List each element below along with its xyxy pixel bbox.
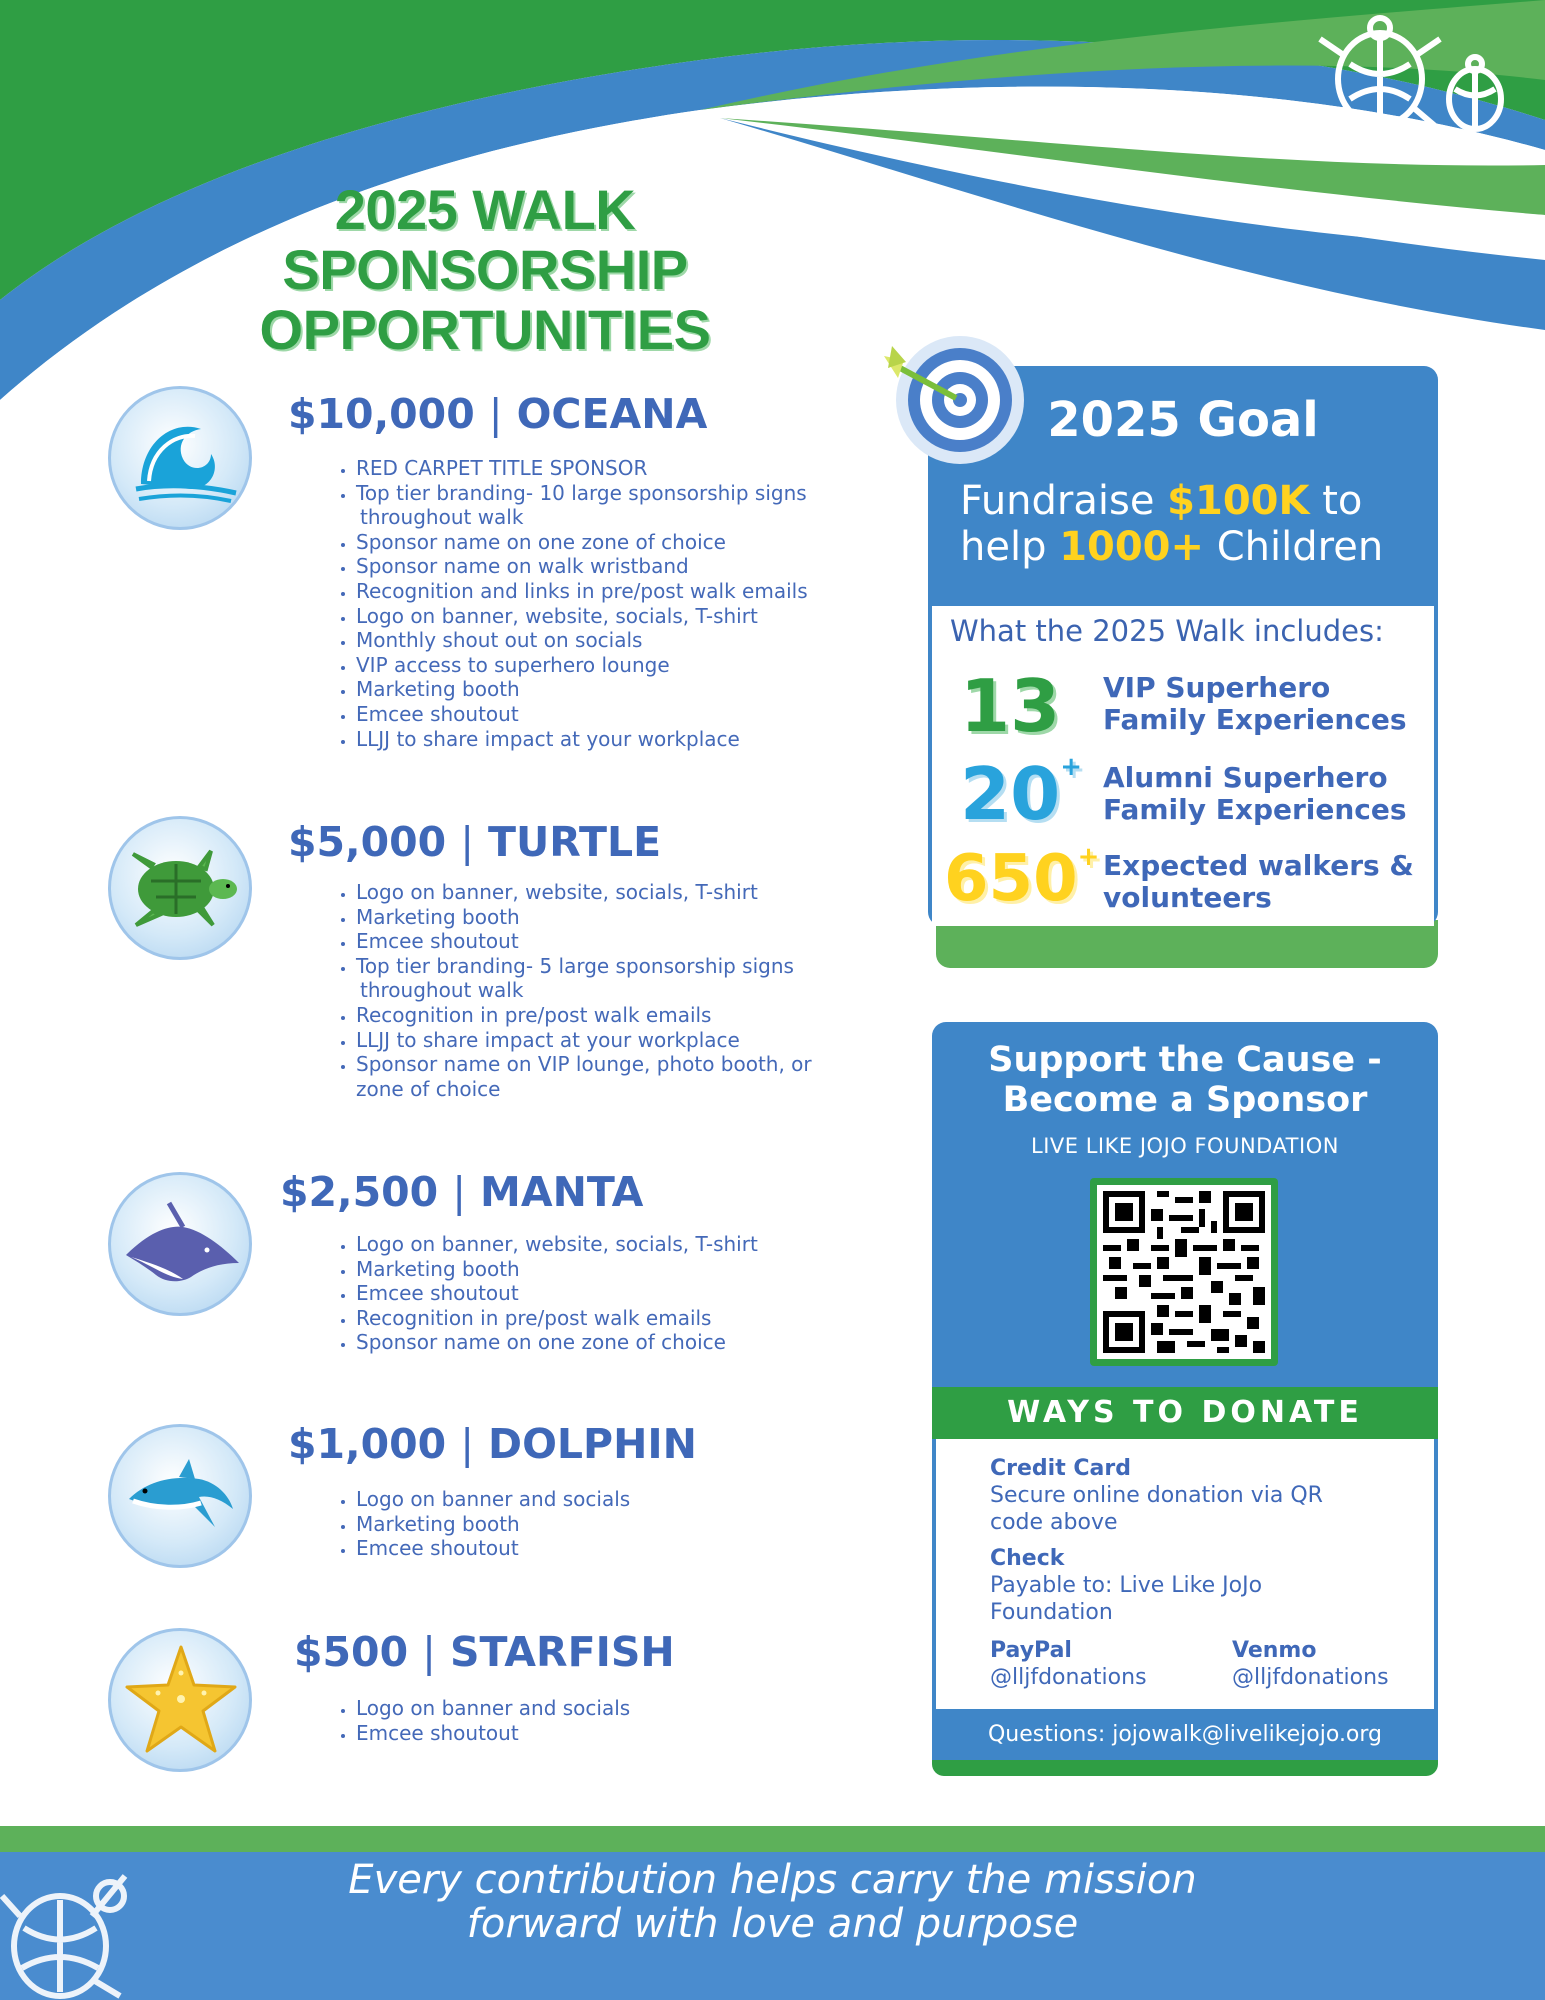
dolphin-tier-badge: [108, 1424, 252, 1568]
list-item: • Logo on banner and socials: [356, 1487, 876, 1512]
venmo-handle[interactable]: @lljfdonations: [1232, 1665, 1389, 1690]
tier-heading-starfish: $500 | STARFISH: [294, 1628, 675, 1676]
stat-number-alumni: 20+: [960, 752, 1082, 836]
support-title: Support the Cause - Become a Sponsor: [988, 1040, 1382, 1120]
list-item: • VIP access to superhero lounge: [356, 653, 876, 678]
tier-heading-oceana: $10,000 | OCEANA: [288, 390, 708, 438]
starfish-tier-badge: [108, 1628, 252, 1772]
list-item: • Sponsor name on VIP lounge, photo booth, or: [356, 1052, 876, 1077]
list-item: • Sponsor name on one zone of choice: [356, 530, 876, 555]
list-item: • Marketing booth: [356, 905, 876, 930]
tier-heading-manta: $2,500 | MANTA: [280, 1168, 644, 1216]
stat-number-vip: 13: [960, 664, 1061, 748]
stat-number-walkers: 650+: [944, 842, 1100, 916]
manta-tier-badge: [108, 1172, 252, 1316]
goal-subtitle: Fundraise $100K to help 1000+ Children: [960, 478, 1384, 570]
stat-label-vip: VIP Superhero Family Experiences: [1103, 671, 1407, 736]
manta-ray-icon: [111, 1175, 251, 1315]
list-item: • Logo on banner, website, socials, T-shirt: [356, 880, 876, 905]
credit-card-label: Credit Card: [990, 1456, 1131, 1481]
turtle-benefits-list: [326, 880, 876, 1101]
list-item: • Emcee shoutout: [356, 1281, 876, 1306]
venmo-label: Venmo: [1232, 1638, 1317, 1663]
ways-to-donate-header: WAYS TO DONATE: [932, 1387, 1438, 1439]
credit-card-text: Secure online donation via QR code above: [990, 1483, 1323, 1535]
goal-box-shadow: [936, 920, 1438, 968]
title-line-3: OPPORTUNITIES: [259, 298, 711, 361]
list-item: • Emcee shoutout: [356, 1721, 876, 1746]
list-item: • LLJJ to share impact at your workplace: [356, 727, 876, 752]
dolphin-icon: [111, 1427, 251, 1567]
list-item: • Emcee shoutout: [356, 702, 876, 727]
dolphin-benefits-list: [326, 1487, 876, 1561]
turtle-tier-badge: [108, 816, 252, 960]
oceana-tier-badge: [108, 386, 252, 530]
title-line-1: 2025 WALK: [334, 178, 636, 241]
list-item: zone of choice: [356, 1076, 501, 1101]
donation-qr-code[interactable]: [1097, 1185, 1271, 1359]
list-item: • Emcee shoutout: [356, 929, 876, 954]
list-item: • Recognition in pre/post walk emails: [356, 1003, 876, 1028]
tier-heading-dolphin: $1,000 | DOLPHIN: [288, 1420, 697, 1468]
check-label: Check: [990, 1546, 1065, 1571]
list-item: • Marketing booth: [356, 1257, 876, 1282]
stat-label-alumni: Alumni Superhero Family Experiences: [1103, 761, 1407, 826]
list-item: • Logo on banner, website, socials, T-shirt: [356, 1232, 876, 1257]
list-item: • Marketing booth: [356, 677, 876, 702]
turtle-icon: [111, 819, 251, 959]
starfish-benefits-list: [326, 1696, 876, 1745]
list-item: • Marketing booth: [356, 1512, 876, 1537]
list-item: • Monthly shout out on socials: [356, 628, 876, 653]
page-title: [170, 180, 800, 360]
title-line-2: SPONSORSHIP: [282, 238, 688, 301]
includes-label: What the 2025 Walk includes:: [950, 614, 1384, 648]
footer-tagline: Every contribution helps carry the mission forward with love and purpose: [348, 1857, 1197, 1947]
tier-heading-turtle: $5,000 | TURTLE: [288, 818, 662, 866]
list-item: throughout walk: [360, 505, 524, 530]
list-item: • Emcee shoutout: [356, 1536, 876, 1561]
goal-title: 2025 Goal: [1047, 392, 1319, 448]
questions-email-link[interactable]: Questions: jojowalk@livelikejojo.org: [987, 1722, 1383, 1747]
list-item: • RED CARPET TITLE SPONSOR: [356, 456, 876, 481]
list-item: • Logo on banner and socials: [356, 1696, 876, 1721]
footer-accent-bar: [0, 1826, 1545, 1852]
list-item: • Top tier branding- 10 large sponsorship signs: [356, 481, 876, 506]
starfish-icon: [111, 1631, 251, 1771]
foundation-name: LIVE LIKE JOJO FOUNDATION: [1031, 1134, 1339, 1158]
list-item: • Recognition in pre/post walk emails: [356, 1306, 876, 1331]
paypal-label: PayPal: [990, 1638, 1072, 1663]
check-text: Payable to: Live Like JoJo Foundation: [990, 1573, 1263, 1625]
support-box-shadow: [932, 1760, 1438, 1776]
list-item: • Logo on banner, website, socials, T-shirt: [356, 604, 876, 629]
paypal-handle[interactable]: @lljfdonations: [990, 1665, 1147, 1690]
list-item: • Sponsor name on walk wristband: [356, 554, 876, 579]
manta-benefits-list: [326, 1232, 876, 1355]
stat-label-walkers: Expected walkers & volunteers: [1103, 849, 1414, 914]
qr-code-icon: [1097, 1185, 1271, 1359]
list-item: • LLJJ to share impact at your workplace: [356, 1028, 876, 1053]
tribal-turtles-icon: [1300, 14, 1530, 144]
list-item: • Top tier branding- 5 large sponsorship signs: [356, 954, 876, 979]
list-item: • Sponsor name on one zone of choice: [356, 1330, 876, 1355]
list-item: throughout walk: [360, 978, 524, 1003]
list-item: • Recognition and links in pre/post walk emails: [356, 579, 876, 604]
oceana-benefits-list: [326, 456, 876, 751]
wave-icon: [111, 389, 251, 529]
